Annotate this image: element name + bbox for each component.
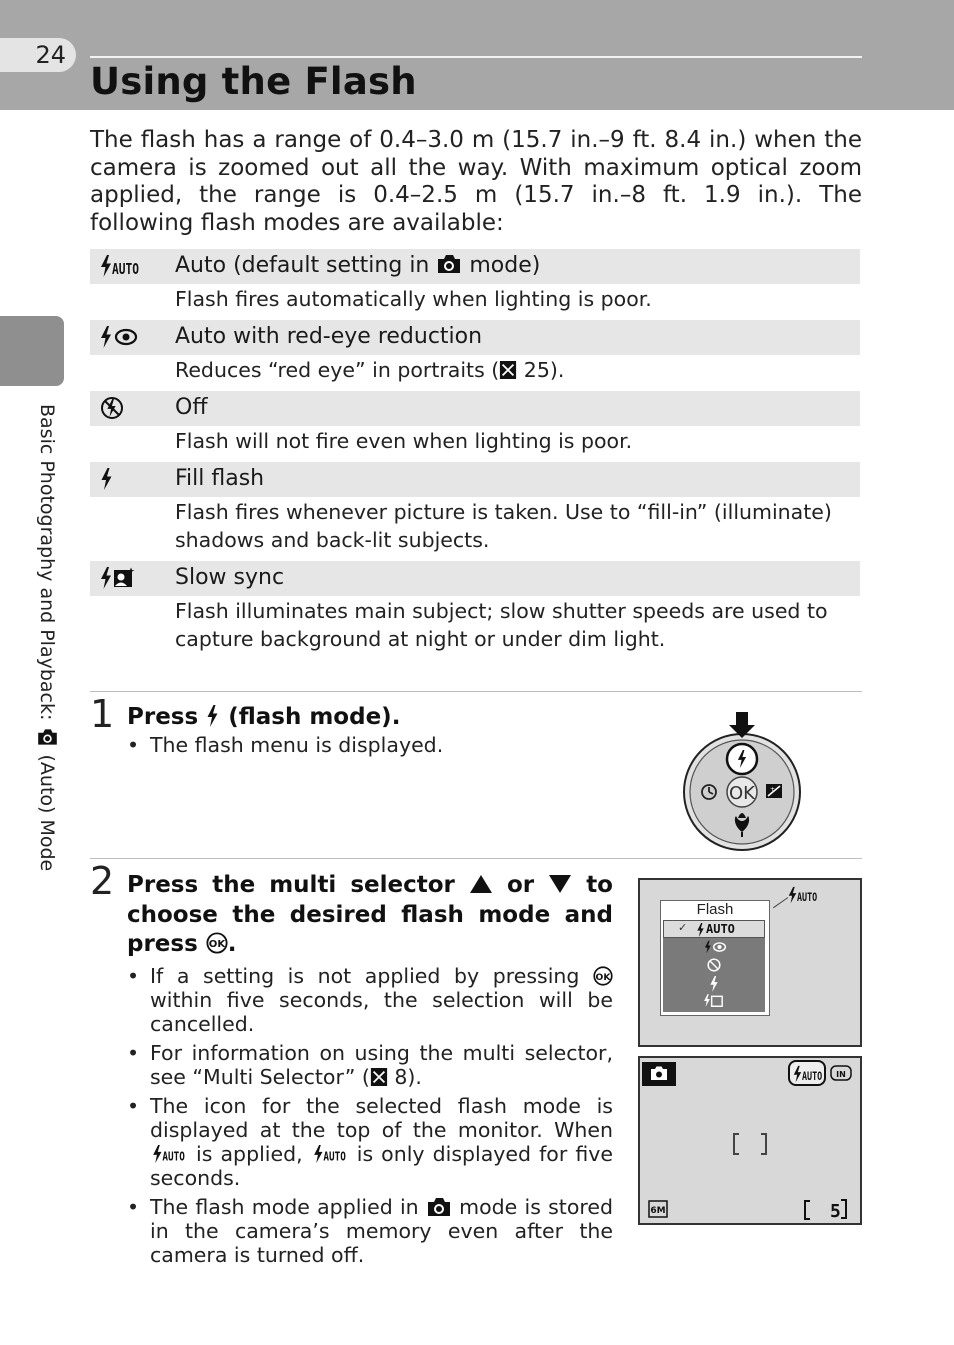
fill-flash-icon[interactable] xyxy=(709,976,719,992)
page-reference-icon xyxy=(499,360,517,380)
step-2-title-part: to choose the desired flash mode and press xyxy=(127,872,613,957)
battery-bracket-icon xyxy=(802,1200,814,1220)
flash-auto-icon xyxy=(150,1144,188,1164)
multi-selector-illustration xyxy=(678,708,806,852)
divider-step-1 xyxy=(90,691,862,692)
step-1-number: 1 xyxy=(90,692,115,736)
bullet-text: The flash mode applied in xyxy=(150,1195,426,1219)
mode-desc-red-eye-pre: Reduces “red eye” in portraits ( xyxy=(175,358,500,382)
mode-name-slow-sync: Slow sync xyxy=(175,565,285,590)
flash-off-icon xyxy=(100,396,124,420)
bullet-text: mode is stored in the camera’s memory even after the camera is turned off. xyxy=(150,1195,613,1267)
page-reference-icon xyxy=(370,1067,388,1087)
flash-menu-screen xyxy=(638,878,862,1047)
step-2-bullet-1 xyxy=(127,964,613,1036)
flash-auto-icon xyxy=(311,1144,349,1164)
step-2-title xyxy=(127,871,613,960)
mode-desc-fill-flash: Flash fires whenever picture is taken. Use to “fill-in” (illuminate) shadows and back-lit subjects. xyxy=(175,500,832,552)
flash-menu-list xyxy=(663,920,765,1012)
step-1-title xyxy=(127,703,400,732)
step-1-bullet: • The flash menu is displayed. xyxy=(127,733,443,757)
mode-row-auto xyxy=(90,249,860,284)
step-1-title-post: (flash mode). xyxy=(220,704,401,730)
svg-text:AUTO: AUTO xyxy=(802,1070,823,1083)
slow-sync-icon xyxy=(100,566,136,590)
bullet-text: is only displayed for five seconds. xyxy=(150,1142,613,1190)
flash-auto-icon xyxy=(793,1065,823,1083)
side-tab xyxy=(0,316,64,386)
selector-ok-label: OK xyxy=(729,783,755,804)
side-label xyxy=(36,404,58,871)
check-icon: ✓ xyxy=(678,921,688,934)
mode-name-fill-flash: Fill flash xyxy=(175,466,265,491)
down-arrow-icon xyxy=(548,874,572,894)
frames-remaining xyxy=(830,1199,847,1222)
flash-icon xyxy=(206,705,220,727)
mode-name-auto-pre: Auto (default setting in xyxy=(175,253,437,278)
bullet-text: If a setting is not applied by pressing xyxy=(150,964,593,988)
mode-desc-off: Flash will not fire even when lighting is poor. xyxy=(175,429,633,453)
callout-line xyxy=(773,897,788,908)
mode-desc-slow-sync: Flash illuminates main subject; slow shutter speeds are used to capture background at night or under dim light. xyxy=(175,599,828,651)
step-2-title-part: Press the multi selector xyxy=(127,872,469,898)
svg-text:AUTO: AUTO xyxy=(323,1148,346,1164)
bullet-text: For information on using the multi selector, see “Multi Selector” ( xyxy=(150,1041,613,1089)
side-label-post: (Auto) Mode xyxy=(36,748,58,872)
frames-remaining-value: 5 xyxy=(830,1201,841,1222)
mode-name-auto xyxy=(175,250,540,282)
svg-text:AUTO: AUTO xyxy=(797,891,818,904)
svg-text:+: + xyxy=(770,786,776,793)
step-2-bullets xyxy=(127,964,613,1267)
ok-button-icon xyxy=(206,932,228,954)
page-number: 24 xyxy=(35,41,66,69)
internal-memory-icon xyxy=(830,1064,852,1082)
mode-desc-red-eye xyxy=(90,355,860,391)
step-1-title-pre: Press xyxy=(127,704,207,730)
mode-name-off: Off xyxy=(175,395,208,420)
camera-icon xyxy=(436,254,462,274)
mode-row-red-eye xyxy=(90,320,860,355)
mode-name-red-eye: Auto with red-eye reduction xyxy=(175,324,483,349)
page-title: Using the Flash xyxy=(90,60,417,103)
side-label-pre: Basic Photography and Playback: xyxy=(36,404,58,727)
mode-desc-auto: Flash fires automatically when lighting is poor. xyxy=(175,287,652,311)
mode-row-off xyxy=(90,391,860,426)
bullet-text: The icon for the selected flash mode is displayed at the top of the monitor. When xyxy=(150,1094,613,1142)
flash-auto-icon xyxy=(788,886,818,904)
up-arrow-icon xyxy=(469,874,493,894)
mode-row-fill-flash xyxy=(90,462,860,497)
step-2-title-part: . xyxy=(227,931,237,957)
svg-text:AUTO: AUTO xyxy=(162,1148,185,1164)
step-1-bullets xyxy=(127,733,443,757)
flash-indicator-highlight xyxy=(788,1060,826,1086)
camera-icon xyxy=(426,1197,452,1217)
step-2-number: 2 xyxy=(90,859,115,903)
flash-red-eye-icon xyxy=(100,325,140,349)
fill-flash-icon xyxy=(100,467,114,491)
flash-menu-item-selected[interactable] xyxy=(663,920,765,938)
camera-icon xyxy=(37,729,59,746)
slow-sync-icon[interactable] xyxy=(701,994,727,1008)
mode-row-slow-sync xyxy=(90,561,860,596)
title-rule xyxy=(90,56,862,58)
page-number-tab xyxy=(0,38,76,72)
mode-desc-red-eye-post: 25). xyxy=(517,358,565,382)
step-2-title-part: or xyxy=(492,872,549,898)
bullet-text: 8). xyxy=(387,1065,422,1089)
divider-step-2 xyxy=(90,858,862,859)
ok-button-icon xyxy=(593,966,613,986)
selector-ok-button xyxy=(727,777,757,807)
flash-off-icon[interactable] xyxy=(707,958,721,972)
flash-auto-icon xyxy=(100,254,140,278)
flash-menu xyxy=(660,900,770,1016)
focus-brackets xyxy=(732,1132,768,1156)
selector-flash-button xyxy=(727,744,757,774)
flash-menu-item-label: AUTO xyxy=(706,922,735,936)
svg-text:AUTO: AUTO xyxy=(112,260,139,278)
image-mode-icon xyxy=(648,1200,668,1218)
flash-menu-title: Flash xyxy=(696,901,734,918)
exposure-compensation-icon xyxy=(766,784,782,798)
svg-text:6M: 6M xyxy=(650,1206,666,1216)
shooting-screen xyxy=(638,1056,862,1225)
camera-mode-icon xyxy=(642,1062,676,1086)
bullet-text: within five seconds, the selection will be cancelled. xyxy=(150,988,613,1036)
svg-text:IN: IN xyxy=(836,1070,846,1079)
flash-mode-table xyxy=(90,249,860,660)
bullet-text: is applied, xyxy=(188,1142,311,1166)
step-2-bullet-4 xyxy=(127,1195,613,1267)
flash-red-eye-icon[interactable] xyxy=(701,940,731,954)
step-2-bullet-2 xyxy=(127,1041,613,1089)
intro-paragraph: The flash has a range of 0.4–3.0 m (15.7 in.–9 ft. 8.4 in.) when the camera is zoomed out all the way. With maximum optical zoom applied, the range is 0.4–2.5 m (15.7 in.–8 ft. 1.9 in.). The following flash modes are available: xyxy=(90,127,862,236)
step-2-bullet-3 xyxy=(127,1094,613,1190)
mode-name-auto-post: mode) xyxy=(462,253,541,278)
